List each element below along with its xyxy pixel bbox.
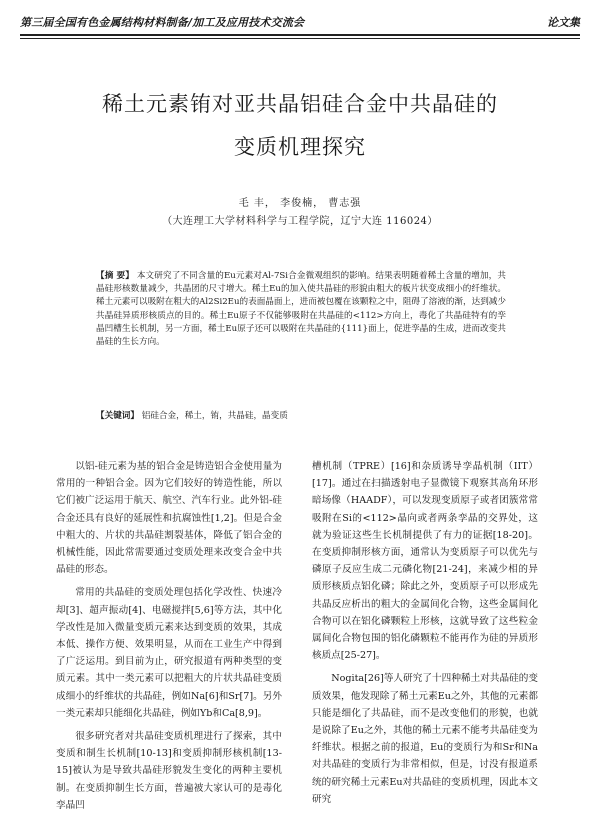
body-paragraph: 很多研究者对共晶硅变质机理进行了探索，其中变质和制生长机制[10-13]和变质抑制形核机制[13-15]被认为是导致共晶硅形貌发生变化的两种主要机制。在变质抑制生长方面，普遍被大家认可的是毒化孪晶凹	[56, 731, 282, 811]
body-paragraph: Nogita[26]等人研究了十四种稀土对共晶硅的变质效果，他发现除了稀土元素Eu之外，其他的元素都只能是细化了共晶硅，而不是改变他们的形貌，也就是说除了Eu之外，其他的稀土元素不能考共晶硅变为纤维状。根据之前的报道，Eu的变质行为和Sr和Na对共晶硅的变质行为非常相似，但是，讨没有报道系统的研究稀土元素Eu对共晶硅的变质机理，因此本文研究	[312, 673, 538, 805]
affiliation: （大连理工大学材料科学与工程学院，辽宁大连 116024）	[162, 216, 438, 227]
authors: 毛 丰， 李俊楠， 曹志强	[238, 198, 362, 209]
body-paragraph: 常用的共晶硅的变质处理包括化学改性、快速冷却[3]、超声振动[4]、电磁搅拌[5,6]等方法，其中化学改性是加入微量变质元素来达到变质的效果，其成本低、操作方便、效果明显，从而在工业生产中得到了广泛运用。到目前为止，研究报道有两种类型的变质元素。其中一类元素可以把粗大的片状共晶硅变质成细小的纤维状的共晶硅，例如Na[6]和Sr[7]。另外一类元素却只能细化共晶硅，例如Yb和Ca[8,9]。	[56, 587, 282, 719]
abstract	[96, 270, 506, 349]
keywords	[96, 410, 506, 423]
body-column-left	[56, 458, 282, 820]
header-rule-thin	[20, 38, 580, 39]
body-paragraph: 以铝-硅元素为基的铝合金是铸造铝合金使用量为常用的一种铝合金。因为它们较好的铸造性能，所以它们被广泛运用于航天、航空、汽车行业。此外铝-硅合金还具有良好的延展性和抗腐蚀性[1,2]。但是合金中粗大的、片状的共晶硅割裂基体，降低了铝合金的机械性能，因此常需要通过变质处理来改变合金中共晶硅的形态。	[56, 461, 282, 576]
body-paragraph: 槽机制（TPRE）[16]和杂质诱导孪晶机制（IIT）[17]。通过在扫描透射电子显微镜下观察其高角环形暗场像（HAADF），可以发现变质原子或者团簇常常吸附在Si的<112>晶向或者两条孪晶的交界处，这就为验证这些生长机制提供了有力的证据[18-20]。在变质抑制形核方面，通常认为变质原子可以优先与磷原子反应生成二元磷化物[21-24]，来减少相的异质形核质点铝化磷；除此之外，变质原子可以形成先共晶反应析出的粗大的金属间化合物，这些金属间化合物可以在铝化磷颗粒上形核，这就导致了这些粒金属间化合物包围的铝化磷颗粒不能再作为硅的异质形核质点[25-27]。	[312, 461, 538, 662]
conference-name: 第三届全国有色金属结构材料制备/加工及应用技术交流会	[20, 16, 305, 29]
running-header	[20, 12, 580, 32]
paper-title-line1: 稀土元素铕对亚共晶铝硅合金中共晶硅的	[102, 92, 498, 116]
abstract-text: 本文研究了不同含量的Eu元素对Al-7Si合金微观组织的影响。结果表明随着稀土含量的增加，共晶硅形核数量减少，共晶团的尺寸增大。稀土Eu的加入使共晶硅的形貌由粗大的板片状变成细小的纤维状。稀土元素可以吸附在粗大的Al2Si2Eu的表面晶面上，进而被包覆在该颗粒之中，阻碍了溶液的渐，达到减少共晶硅异质形核质点的目的。稀土Eu原子不仅能够吸附在共晶硅的<112>方向上，毒化了共晶硅特有的孪晶凹槽生长机制，另一方面，稀土Eu原子还可以吸附在共晶硅的{111}面上，促进孪晶的生成，进而改变共晶硅的生长方向。	[96, 271, 506, 348]
body-column-right	[312, 458, 538, 814]
keywords-label: 【关键词】	[96, 411, 139, 421]
keywords-text: 铝硅合金，稀土，铕，共晶硅，晶变质	[141, 411, 288, 421]
paper-title-line2: 变质机理探究	[234, 135, 366, 159]
section-label: 论文集	[547, 16, 580, 29]
abstract-label: 【摘 要】	[96, 271, 134, 281]
header-rule	[20, 34, 580, 36]
